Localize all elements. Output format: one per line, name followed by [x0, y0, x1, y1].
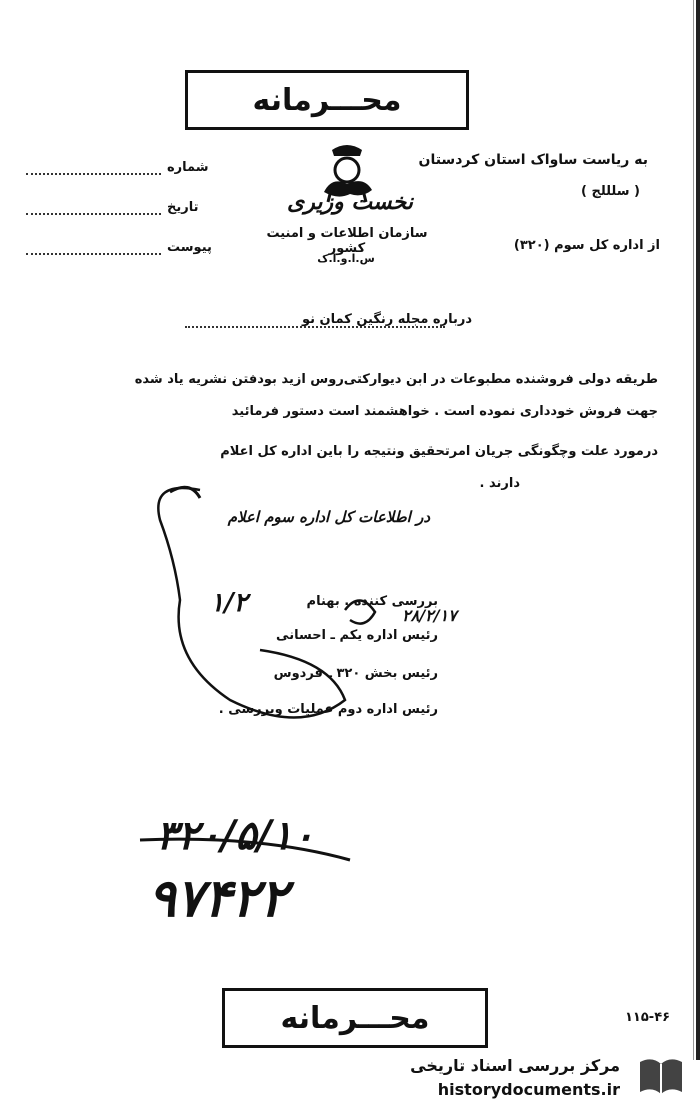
date-label: تاریخ — [167, 200, 199, 215]
from-line: از اداره کل سوم (۳۲۰) — [513, 238, 660, 253]
handwritten-number-1: ۳۲۰/۵/۱۰ — [156, 812, 315, 859]
body-line-1: طریقه دولی فروشنده مطبوعات در ابن دیوارکتی‌روس ازید بودفتن نشریه یاد شده — [134, 372, 658, 387]
letterhead-code: س.ا.و.ا.ک — [317, 252, 375, 265]
recipient-line-2: ( سلللج ) — [580, 184, 640, 199]
number-label: شماره — [167, 160, 209, 175]
scan-edge — [696, 0, 700, 1060]
signature-section: رئیس بخش ۳۲۰ ـ فردوس — [273, 666, 438, 681]
handwritten-side-note: ۱/۲ — [210, 588, 248, 618]
body-line-2: جهت فروش خودداری نموده است . خواهشمند است دستور فرمائید — [231, 404, 658, 419]
field-attachment — [26, 240, 212, 255]
book-logo-icon — [634, 1048, 688, 1102]
signature-dept-2: رئیس اداره دوم عملیات وبررسی . — [218, 702, 438, 717]
letterhead-title: نخست وزیری — [287, 190, 413, 215]
field-number — [26, 160, 209, 175]
classification-stamp-top: محـــرمانه — [185, 70, 469, 130]
number-dots — [26, 163, 161, 175]
attachment-label: پیوست — [167, 240, 212, 255]
handwritten-note: در اطلاعات کل اداره سوم اعلام — [227, 508, 430, 526]
field-date — [26, 200, 199, 215]
subject-line: درباره مجله رنگین کمان نو — [301, 312, 472, 327]
body-line-4: دارند . — [479, 476, 520, 491]
signature-dept-1: رئیس اداره یکم ـ احسانی — [276, 628, 438, 643]
footer-org-name: مرکز بررسی اسناد تاریخی — [410, 1056, 620, 1075]
date-dots — [26, 203, 161, 215]
handwritten-number-2: ۹۷۴۲۲ — [148, 868, 288, 929]
document-number: ۱۱۵-۴۶ — [625, 1010, 671, 1025]
signature-reviewer: بررسی کننده . بهنام — [306, 594, 438, 609]
recipient-line-1: به ریاست ساواک استان کردستان — [418, 152, 648, 168]
classification-stamp-bottom: محـــرمانه — [222, 988, 488, 1048]
attachment-dots — [26, 243, 161, 255]
handwritten-date: ۲۸/۲/۱۷ — [402, 606, 457, 625]
footer-website[interactable]: historydocuments.ir — [437, 1080, 620, 1099]
body-line-3: درمورد علت وچگونگی جریان امرتحقیق ونتیجه را باین اداره کل اعلام — [220, 444, 658, 459]
scan-edge-line — [693, 0, 694, 1060]
letterhead-org: سازمان اطلاعات و امنیت کشور — [266, 226, 428, 256]
